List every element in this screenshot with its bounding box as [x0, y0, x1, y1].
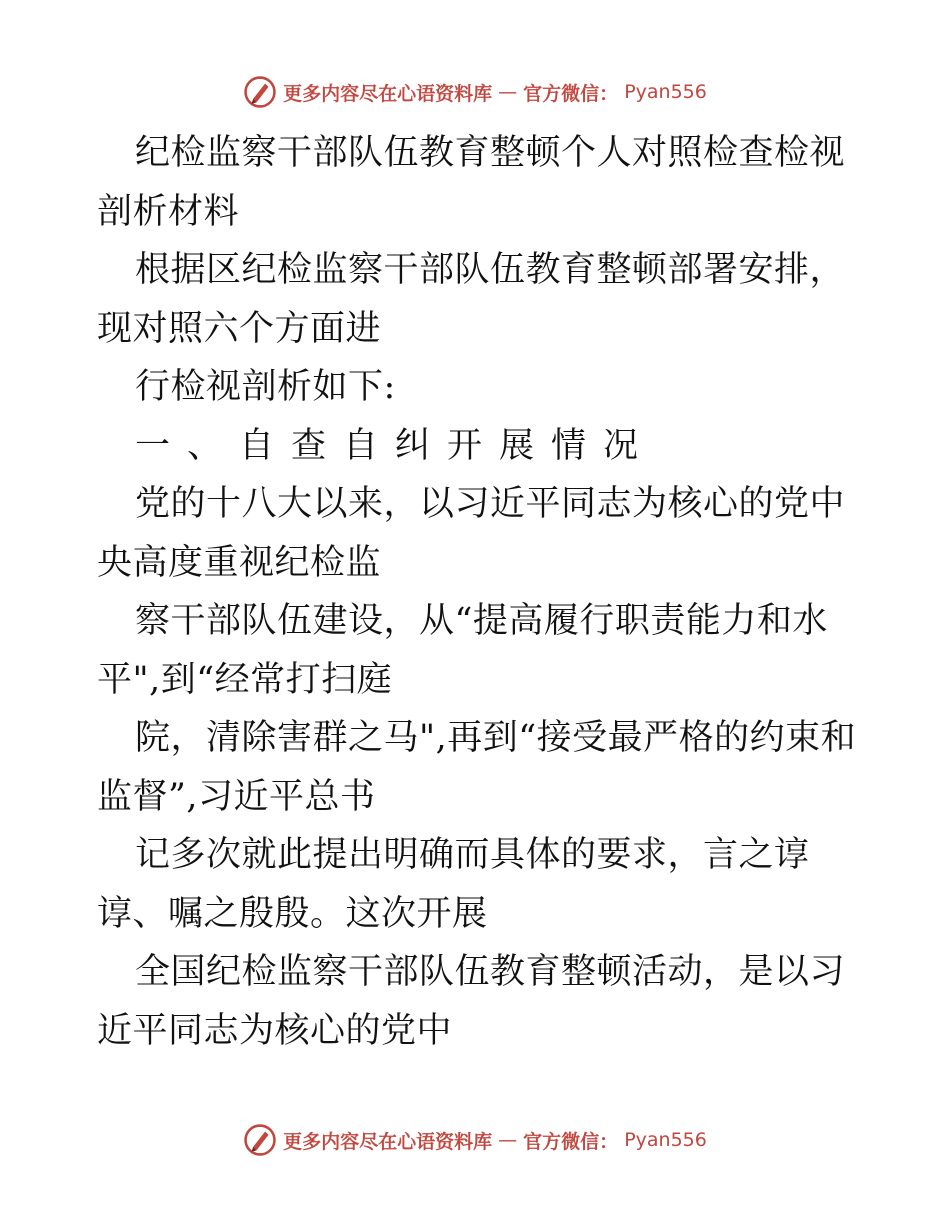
paragraph: 行检视剖析如下: — [135, 367, 396, 407]
paragraph: 党的十八大以来，以习近平同志为核心的党中央高度重视纪检监 — [97, 484, 846, 583]
document-body — [97, 124, 857, 1060]
watermark-main-text: 更多内容尽在心语资料库 — [283, 1130, 493, 1153]
paragraph: 全国纪检监察干部队伍教育整顿活动，是以习近平同志为核心的党中 — [97, 952, 846, 1051]
pen-logo-icon — [243, 1123, 277, 1157]
footer-watermark — [0, 1122, 950, 1158]
document-title: 纪检监察干部队伍教育整顿个人对照检查检视剖析材料 — [97, 133, 846, 232]
pen-logo-icon — [243, 75, 277, 109]
watermark-wechat-label: 官方微信： — [523, 82, 619, 105]
paragraph: 察干部队伍建设，从“提高履行职责能力和水平",到“经常打扫庭 — [97, 601, 828, 700]
watermark-dash: — — [498, 81, 518, 103]
header-watermark — [0, 74, 950, 110]
paragraph: 院，清除害群之马",再到“接受最严格的约束和监督”,习近平总书 — [97, 718, 857, 817]
watermark-wechat-id: Pyan556 — [624, 1129, 707, 1151]
watermark-wechat-id: Pyan556 — [624, 81, 707, 103]
watermark-wechat-label: 官方微信： — [523, 1130, 619, 1153]
paragraph: 记多次就此提出明确而具体的要求，言之谆谆、嘱之殷殷。这次开展 — [97, 835, 810, 934]
section-heading: 一、自查自纠开展情况 — [135, 425, 656, 466]
paragraph: 根据区纪检监察干部队伍教育整顿部署安排，现对照六个方面进 — [97, 250, 846, 349]
watermark-dash: — — [498, 1129, 518, 1151]
watermark-main-text: 更多内容尽在心语资料库 — [283, 82, 493, 105]
